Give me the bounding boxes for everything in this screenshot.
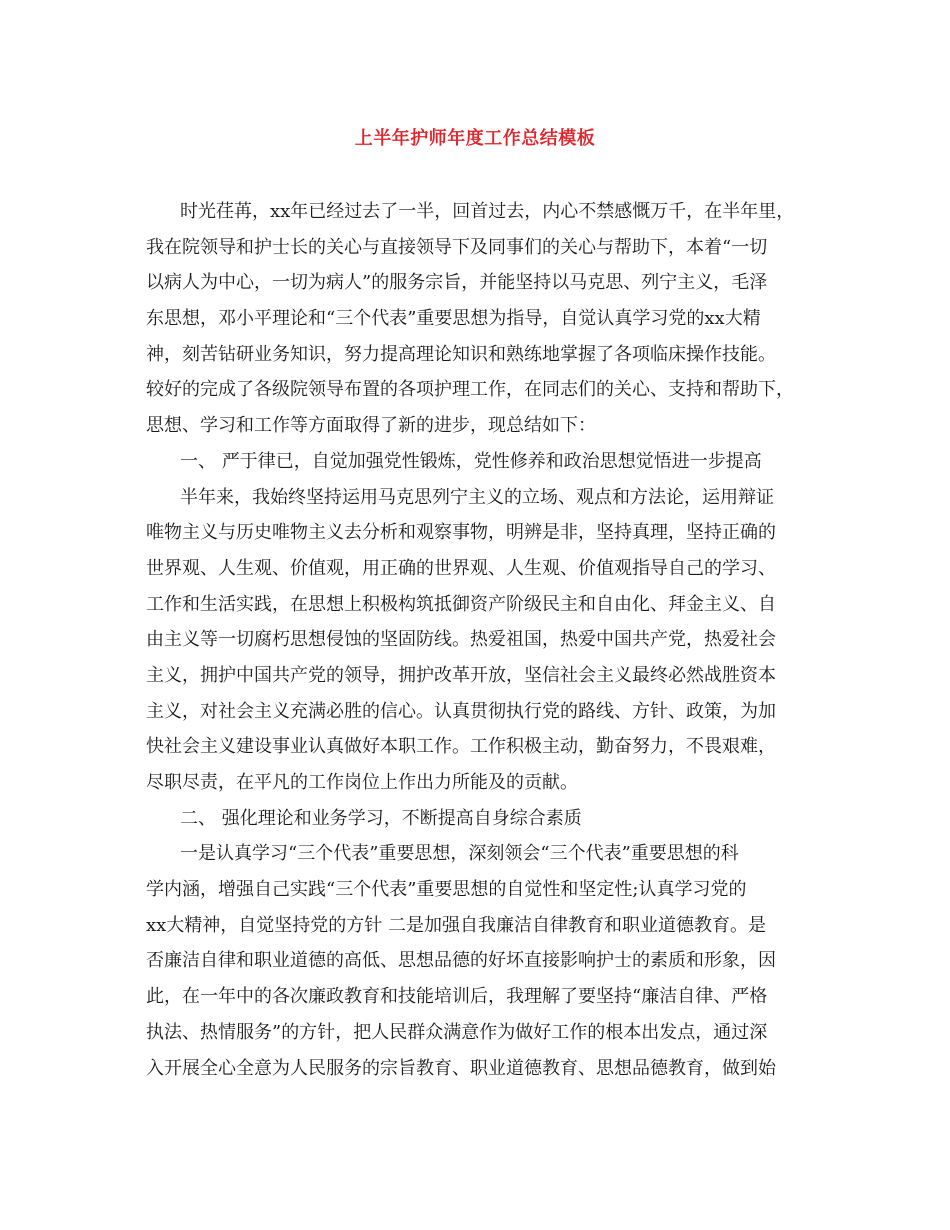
body-line: 较好的完成了各级院领导布置的各项护理工作，在同志们的关心、支持和帮助下， — [146, 379, 794, 401]
body-line: 二、 强化理论和业务学习，不断提高自身综合素质 — [180, 807, 582, 829]
body-line: 我在院领导和护士长的关心与直接领导下及同事们的关心与帮助下，本着“一切 — [146, 236, 768, 258]
body-line: 半年来，我始终坚持运用马克思列宁主义的立场、观点和方法论，运用辩证 — [180, 486, 774, 508]
body-line: 由主义等一切腐朽思想侵蚀的坚固防线。热爱祖国，热爱中国共产党，热爱社会 — [146, 629, 776, 651]
document-title: 上半年护师年度工作总结模板 — [354, 128, 596, 149]
body-line: 主义，对社会主义充满必胜的信心。认真贯彻执行党的路线、方针、政策，为加 — [146, 700, 776, 722]
body-line: 否廉洁自律和职业道德的高低、思想品德的好坏直接影响护士的素质和形象，因 — [146, 950, 776, 972]
body-line: 以病人为中心，一切为病人”的服务宗旨，并能坚持以马克思、列宁主义，毛泽 — [146, 272, 768, 294]
body-line: 执法、热情服务”的方针，把人民群众满意作为做好工作的根本出发点，通过深 — [146, 1021, 768, 1043]
body-line: 世界观、人生观、价值观，用正确的世界观、人生观、价值观指导自己的学习、 — [146, 557, 776, 579]
body-line: 一、 严于律已，自觉加强党性锻炼，党性修养和政治思想觉悟进一步提高 — [180, 450, 762, 472]
body-line: 学内涵，增强自己实践“三个代表”重要思想的自觉性和坚定性;认真学习党的 — [146, 879, 747, 901]
body-line: 主义，拥护中国共产党的领导，拥护改革开放，坚信社会主义最终必然战胜资本 — [146, 664, 776, 686]
body-line: 此，在一年中的各次廉政教育和技能培训后，我理解了要坚持“廉洁自律、严格 — [146, 986, 768, 1008]
body-line: 东思想，邓小平理论和“三个代表”重要思想为指导，自觉认真学习党的xx大精 — [146, 308, 761, 330]
document-body — [146, 194, 806, 1086]
body-line: 唯物主义与历史唯物主义去分析和观察事物，明辨是非，坚持真理，坚持正确的 — [146, 522, 776, 544]
body-line: 工作和生活实践，在思想上积极构筑抵御资产阶级民主和自由化、拜金主义、自 — [146, 593, 776, 615]
body-line: 一是认真学习“三个代表”重要思想，深刻领会“三个代表”重要思想的科 — [180, 843, 739, 865]
body-line: 神，刻苦钻研业务知识，努力提高理论知识和熟练地掌握了各项临床操作技能。 — [146, 343, 776, 365]
body-line: 尽职尽责，在平凡的工作岗位上作出力所能及的贡献。 — [146, 772, 578, 793]
body-line: xx大精神，自觉坚持党的方针 二是加强自我廉洁自律教育和职业道德教育。是 — [146, 914, 767, 936]
body-line: 思想、学习和工作等方面取得了新的进步，现总结如下： — [146, 415, 596, 437]
body-line: 入开展全心全意为人民服务的宗旨教育、职业道德教育、思想品德教育，做到始 — [146, 1057, 776, 1079]
body-line: 时光荏苒，xx年已经过去了一半，回首过去，内心不禁感慨万千，在半年里， — [180, 201, 795, 222]
body-line: 快社会主义建设事业认真做好本职工作。工作积极主动，勤奋努力，不畏艰难， — [146, 736, 776, 758]
